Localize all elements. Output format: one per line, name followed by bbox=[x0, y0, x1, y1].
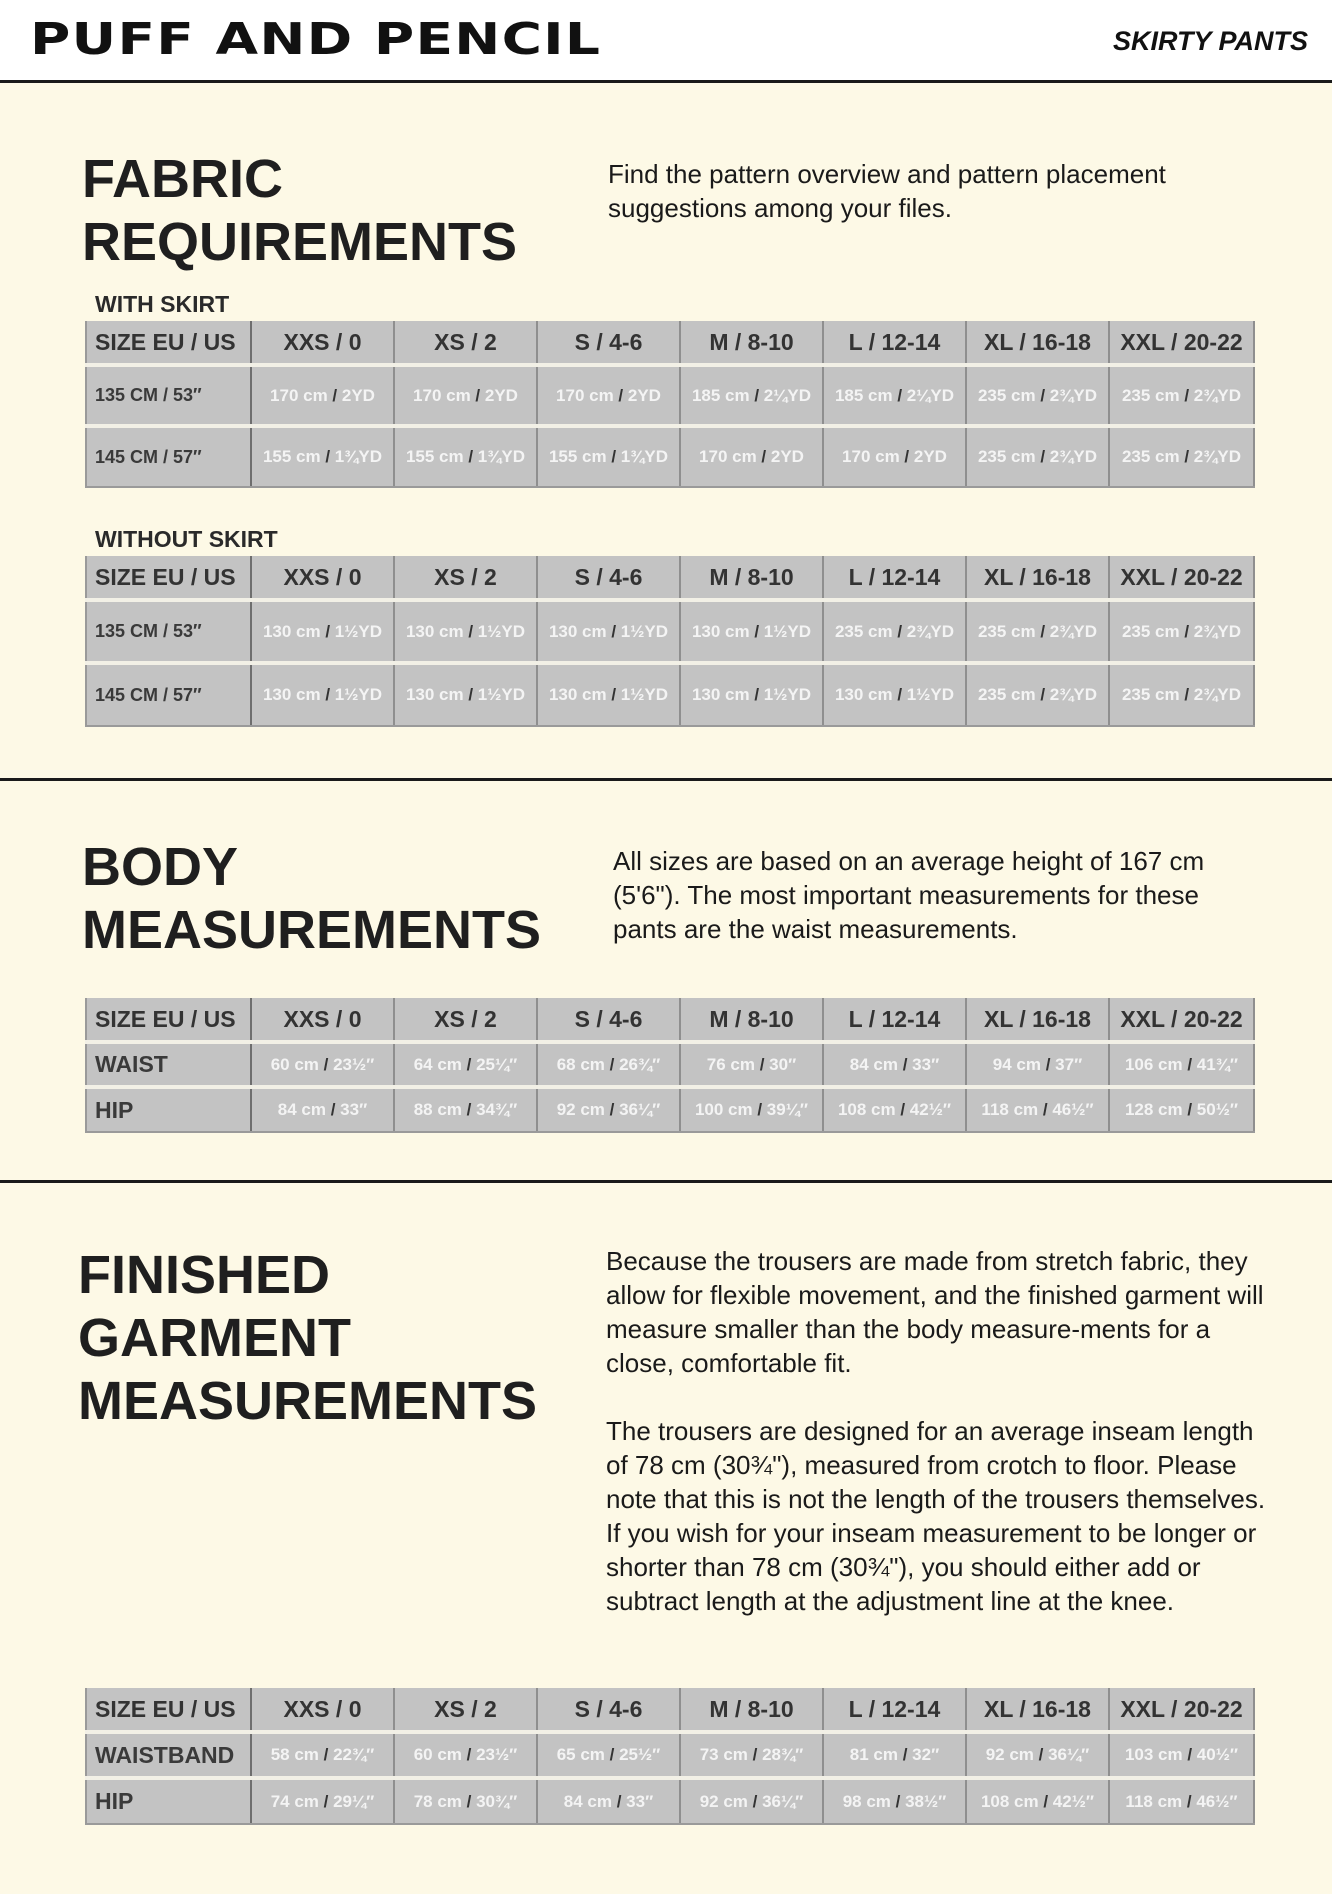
fabric-without-skirt-table bbox=[85, 556, 1255, 727]
measurement-cell: 64 cm / 25¼″ bbox=[394, 1042, 537, 1087]
table-row bbox=[86, 365, 1254, 426]
measurement-cell: 170 cm / 2YD bbox=[823, 426, 966, 487]
size-header: M / 8-10 bbox=[680, 998, 823, 1042]
table-row bbox=[86, 1732, 1254, 1778]
fabric-section-title: FABRIC REQUIREMENTS bbox=[82, 149, 518, 272]
measurement-cell: 108 cm / 42½″ bbox=[823, 1087, 966, 1132]
table-row bbox=[86, 600, 1254, 663]
measurement-cell: 128 cm / 50½″ bbox=[1109, 1087, 1254, 1132]
measurement-cell: 68 cm / 26¾″ bbox=[537, 1042, 680, 1087]
measurement-cell: 84 cm / 33″ bbox=[251, 1087, 394, 1132]
measurement-cell: 155 cm / 1¾YD bbox=[251, 426, 394, 487]
measurement-cell: 185 cm / 2¼YD bbox=[823, 365, 966, 426]
measurement-cell: 130 cm / 1½YD bbox=[680, 663, 823, 726]
measurement-cell: 60 cm / 23½″ bbox=[394, 1732, 537, 1778]
size-header: S / 4-6 bbox=[537, 1688, 680, 1732]
measurement-cell: 106 cm / 41¾″ bbox=[1109, 1042, 1254, 1087]
size-header: XXS / 0 bbox=[251, 321, 394, 365]
measurement-cell: 94 cm / 37″ bbox=[966, 1042, 1109, 1087]
table-header-row bbox=[86, 1688, 1254, 1732]
table-row bbox=[86, 426, 1254, 487]
finished-paragraph-2: The trousers are designed for an average inseam length of 78 cm (30¾"), measured from crotch to floor. Please note that this is not the length of the trousers themselves. If you wish for your inseam measurement to be longer or shorter than 78 cm (30¾"), you should either add or subtract length at the adjustment line at the knee. bbox=[606, 1416, 1266, 1616]
size-header: XL / 16-18 bbox=[966, 321, 1109, 365]
page-header bbox=[0, 0, 1332, 83]
measurement-cell: 235 cm / 2¾YD bbox=[1109, 365, 1254, 426]
measurement-cell: 170 cm / 2YD bbox=[251, 365, 394, 426]
row-label: WAIST bbox=[86, 1042, 251, 1087]
measurement-cell: 92 cm / 36¼″ bbox=[537, 1087, 680, 1132]
size-header: XXL / 20-22 bbox=[1109, 1688, 1254, 1732]
measurement-cell: 130 cm / 1½YD bbox=[823, 663, 966, 726]
section-divider bbox=[0, 778, 1332, 781]
measurement-cell: 170 cm / 2YD bbox=[394, 365, 537, 426]
size-header: S / 4-6 bbox=[537, 321, 680, 365]
section-divider bbox=[0, 1180, 1332, 1183]
size-header: XS / 2 bbox=[394, 1688, 537, 1732]
measurement-cell: 235 cm / 2¾YD bbox=[823, 600, 966, 663]
measurement-cell: 170 cm / 2YD bbox=[537, 365, 680, 426]
row-label: 145 CM / 57″ bbox=[86, 426, 251, 487]
measurement-cell: 92 cm / 36¼″ bbox=[966, 1732, 1109, 1778]
measurement-cell: 78 cm / 30¾″ bbox=[394, 1778, 537, 1824]
row-label: 135 CM / 53″ bbox=[86, 365, 251, 426]
size-column-header: SIZE EU / US bbox=[86, 321, 251, 365]
size-header: XXL / 20-22 bbox=[1109, 556, 1254, 600]
measurement-cell: 92 cm / 36¼″ bbox=[680, 1778, 823, 1824]
fabric-intro: Find the pattern overview and pattern placement suggestions among your files. bbox=[608, 159, 1166, 223]
measurement-cell: 73 cm / 28¾″ bbox=[680, 1732, 823, 1778]
measurement-cell: 235 cm / 2¾YD bbox=[966, 426, 1109, 487]
measurement-cell: 235 cm / 2¾YD bbox=[1109, 600, 1254, 663]
size-header: XL / 16-18 bbox=[966, 998, 1109, 1042]
measurement-cell: 130 cm / 1½YD bbox=[537, 600, 680, 663]
measurement-cell: 60 cm / 23½″ bbox=[251, 1042, 394, 1087]
measurement-cell: 130 cm / 1½YD bbox=[394, 600, 537, 663]
size-header: XXS / 0 bbox=[251, 556, 394, 600]
size-header: XS / 2 bbox=[394, 321, 537, 365]
measurement-cell: 118 cm / 46½″ bbox=[1109, 1778, 1254, 1824]
size-header: XS / 2 bbox=[394, 556, 537, 600]
size-header: S / 4-6 bbox=[537, 556, 680, 600]
size-header: L / 12-14 bbox=[823, 998, 966, 1042]
fabric-with-skirt-table bbox=[85, 321, 1255, 488]
measurement-cell: 155 cm / 1¾YD bbox=[537, 426, 680, 487]
measurement-cell: 84 cm / 33″ bbox=[823, 1042, 966, 1087]
size-column-header: SIZE EU / US bbox=[86, 556, 251, 600]
measurement-cell: 235 cm / 2¾YD bbox=[966, 663, 1109, 726]
measurement-cell: 65 cm / 25½″ bbox=[537, 1732, 680, 1778]
measurement-cell: 130 cm / 1½YD bbox=[537, 663, 680, 726]
measurement-cell: 155 cm / 1¾YD bbox=[394, 426, 537, 487]
size-column-header: SIZE EU / US bbox=[86, 998, 251, 1042]
row-label: WAISTBAND bbox=[86, 1732, 251, 1778]
measurement-cell: 100 cm / 39¼″ bbox=[680, 1087, 823, 1132]
measurement-cell: 235 cm / 2¾YD bbox=[966, 365, 1109, 426]
row-label: HIP bbox=[86, 1778, 251, 1824]
measurement-cell: 76 cm / 30″ bbox=[680, 1042, 823, 1087]
measurement-cell: 98 cm / 38½″ bbox=[823, 1778, 966, 1824]
size-header: XS / 2 bbox=[394, 998, 537, 1042]
body-intro: All sizes are based on an average height of 167 cm (5'6"). The most important measurements for these pants are the waist measurements. bbox=[613, 846, 1205, 944]
size-column-header: SIZE EU / US bbox=[86, 1688, 251, 1732]
body-section-title: BODY MEASUREMENTS bbox=[82, 837, 542, 960]
row-label: HIP bbox=[86, 1087, 251, 1132]
measurement-cell: 81 cm / 32″ bbox=[823, 1732, 966, 1778]
size-header: XL / 16-18 bbox=[966, 556, 1109, 600]
measurement-cell: 58 cm / 22¾″ bbox=[251, 1732, 394, 1778]
table-row bbox=[86, 1042, 1254, 1087]
table-row bbox=[86, 1778, 1254, 1824]
size-header: XXL / 20-22 bbox=[1109, 998, 1254, 1042]
size-header: M / 8-10 bbox=[680, 321, 823, 365]
measurement-cell: 84 cm / 33″ bbox=[537, 1778, 680, 1824]
measurement-cell: 108 cm / 42½″ bbox=[966, 1778, 1109, 1824]
size-header: XXS / 0 bbox=[251, 1688, 394, 1732]
measurement-cell: 130 cm / 1½YD bbox=[394, 663, 537, 726]
measurement-cell: 185 cm / 2¼YD bbox=[680, 365, 823, 426]
size-header: XL / 16-18 bbox=[966, 1688, 1109, 1732]
table-row bbox=[86, 663, 1254, 726]
measurement-cell: 235 cm / 2¾YD bbox=[966, 600, 1109, 663]
measurement-cell: 130 cm / 1½YD bbox=[251, 663, 394, 726]
finished-measurements-table bbox=[85, 1688, 1255, 1825]
size-header: XXL / 20-22 bbox=[1109, 321, 1254, 365]
with-skirt-label: WITH SKIRT bbox=[95, 291, 230, 317]
measurement-cell: 235 cm / 2¾YD bbox=[1109, 426, 1254, 487]
brand-logo: PUFF AND PENCIL bbox=[30, 14, 602, 65]
size-header: M / 8-10 bbox=[680, 556, 823, 600]
row-label: 145 CM / 57″ bbox=[86, 663, 251, 726]
table-row bbox=[86, 1087, 1254, 1132]
without-skirt-label: WITHOUT SKIRT bbox=[95, 526, 278, 552]
measurement-cell: 130 cm / 1½YD bbox=[251, 600, 394, 663]
measurement-cell: 103 cm / 40½″ bbox=[1109, 1732, 1254, 1778]
finished-section-title: FINISHED GARMENT MEASUREMENTS bbox=[78, 1245, 538, 1431]
measurement-cell: 74 cm / 29¼″ bbox=[251, 1778, 394, 1824]
body-measurements-table bbox=[85, 998, 1255, 1133]
finished-intro bbox=[606, 1244, 1266, 1618]
measurement-cell: 88 cm / 34¾″ bbox=[394, 1087, 537, 1132]
measurement-cell: 170 cm / 2YD bbox=[680, 426, 823, 487]
size-header: XXS / 0 bbox=[251, 998, 394, 1042]
row-label: 135 CM / 53″ bbox=[86, 600, 251, 663]
measurement-cell: 235 cm / 2¾YD bbox=[1109, 663, 1254, 726]
measurement-cell: 118 cm / 46½″ bbox=[966, 1087, 1109, 1132]
finished-paragraph-1: Because the trousers are made from stretch fabric, they allow for flexible movement, and the finished garment will measure smaller than the body measure-ments for a close, comfortable fit. bbox=[606, 1246, 1264, 1378]
size-header: L / 12-14 bbox=[823, 321, 966, 365]
size-header: M / 8-10 bbox=[680, 1688, 823, 1732]
measurement-cell: 130 cm / 1½YD bbox=[680, 600, 823, 663]
size-header: L / 12-14 bbox=[823, 1688, 966, 1732]
size-header: L / 12-14 bbox=[823, 556, 966, 600]
table-header-row bbox=[86, 556, 1254, 600]
size-header: S / 4-6 bbox=[537, 998, 680, 1042]
product-name: SKIRTY PANTS bbox=[1112, 26, 1308, 56]
table-header-row bbox=[86, 998, 1254, 1042]
table-header-row bbox=[86, 321, 1254, 365]
